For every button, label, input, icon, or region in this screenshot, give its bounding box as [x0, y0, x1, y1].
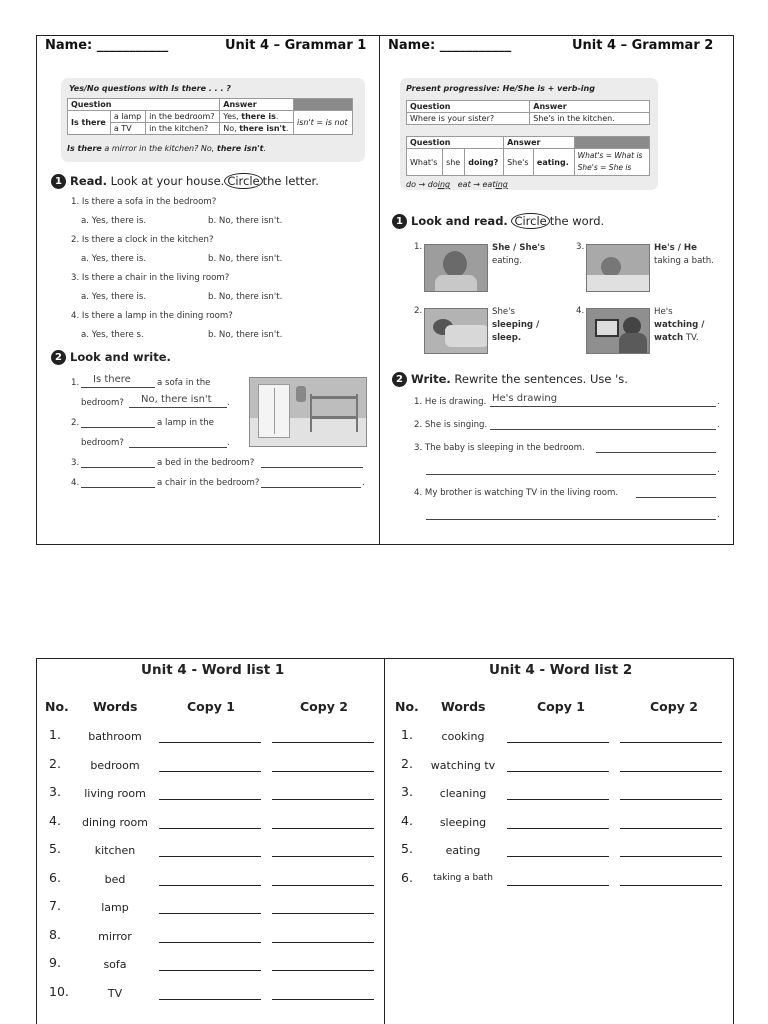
grammar1-box-title: Yes/No questions with Is there . . . ?	[69, 84, 231, 93]
grammar2-rewrite-3: 3. The baby is sleeping in the bedroom.	[414, 443, 585, 453]
grammar1-option-1b[interactable]: b. No, there isn't.	[208, 216, 283, 226]
grammar2-section1-heading: Look and read. Circle the word.	[411, 214, 605, 228]
grammar2-t2-c4: She's	[504, 149, 534, 176]
grammar2-title: Unit 4 – Grammar 2	[572, 38, 714, 53]
grammar1-write-1-text: a sofa in the	[157, 378, 211, 388]
grammar2-section2-number: 2	[392, 372, 407, 387]
wordlist1-row-8-copy1-line[interactable]	[159, 942, 261, 943]
grammar2-rewrite-2-blank[interactable]	[490, 429, 716, 430]
wordlist1-row-5-copy1-line[interactable]	[159, 856, 261, 857]
grammar2-t2-c1: What's	[407, 149, 443, 176]
grammar2-t2-col-answer: Answer	[504, 137, 575, 149]
grammar2-name-label: Name: ___________	[388, 38, 512, 53]
grammar1-panel	[37, 36, 379, 544]
grammar2-box-title: Present progressive: He/She is + verb-ing	[406, 84, 595, 93]
grammar2-picture-1-number: 1.	[414, 242, 423, 252]
wordlist1-row-9-word: sofa	[103, 958, 127, 971]
grammar2-rewrite-4-blank[interactable]	[636, 497, 716, 498]
wordlist1-row-7-word: lamp	[101, 901, 129, 914]
wordlist1-row-3-number: 3.	[49, 784, 61, 799]
grammar1-write-1-number: 1.	[71, 378, 80, 388]
wordlist1-row-4-word: dining room	[82, 815, 148, 829]
grammar1-option-4b[interactable]: b. No, there isn't.	[208, 330, 283, 340]
grammar1-question-2: 2. Is there a clock in the kitchen?	[71, 235, 214, 245]
grammar1-write-2-blank[interactable]	[81, 427, 155, 428]
wordlist1-row-4-number: 4.	[49, 812, 61, 828]
grammar2-t2-c2: she	[443, 149, 465, 176]
wordlist2-col-no: No.	[395, 699, 419, 714]
wordlist2-row-3-copy2-line[interactable]	[620, 799, 722, 800]
wordlist1-row-10-word: TV	[107, 986, 123, 1000]
grammar1-r2c1: a TV	[110, 123, 145, 135]
grammar1-option-1a[interactable]: a. Yes, there is.	[81, 216, 147, 226]
wordlist1-row-6-word: bed	[104, 872, 126, 886]
wordlist1-row-10-copy1-line[interactable]	[159, 999, 261, 1000]
wordlist1-row-9-copy2-line[interactable]	[272, 970, 374, 971]
wordlist2-col-copy1: Copy 1	[537, 699, 585, 714]
grammar1-r1c2: in the bedroom?	[146, 111, 220, 123]
wordlist1-row-7-copy1-line[interactable]	[159, 913, 261, 914]
wordlist2-row-4-copy2-line[interactable]	[620, 828, 722, 829]
grammar2-t2-c5: eating.	[533, 149, 574, 176]
wordlist1-col-no: No.	[45, 699, 69, 714]
wordlist1-title: Unit 4 - Word list 1	[141, 662, 285, 678]
grammar2-picture-3-option[interactable]: He's / He taking a bath.	[654, 243, 714, 266]
wordlist2-row-1-copy1-line[interactable]	[507, 742, 609, 743]
boy-watching-tv-photo	[586, 308, 650, 354]
grammar-worksheet	[36, 35, 734, 545]
grammar2-rewrite-4-blank2[interactable]	[426, 519, 716, 520]
grammar1-write-2-text2: bedroom?	[81, 438, 124, 448]
wordlist1-row-1-word: bathroom	[88, 730, 142, 743]
grammar1-question-3: 3. Is there a chair in the living room?	[71, 273, 230, 283]
wordlist1-row-2-copy1-line[interactable]	[159, 771, 261, 772]
grammar1-r1-answer: Yes, there is.	[220, 111, 294, 123]
grammar1-section1-number: 1	[51, 174, 66, 189]
grammar1-write-1-blank[interactable]	[81, 387, 155, 388]
wordlist2-col-copy2: Copy 2	[650, 699, 698, 714]
wordlist1-row-8-word: mirror	[98, 929, 132, 943]
grammar2-picture-4-option[interactable]: He's watching / watch TV.	[654, 307, 705, 343]
bedroom-picture	[249, 377, 367, 447]
grammar1-write-4-number: 4.	[71, 478, 80, 488]
grammar1-option-3b[interactable]: b. No, there isn't.	[208, 292, 283, 302]
wordlist1-row-6-number: 6.	[49, 869, 61, 885]
grammar2-t1-col-answer: Answer	[530, 101, 650, 113]
wordlist-worksheet	[36, 658, 734, 1024]
grammar2-table-1	[406, 100, 650, 125]
grammar2-rewrite-4-dot: .	[717, 510, 720, 520]
grammar1-option-2a[interactable]: a. Yes, there is.	[81, 254, 147, 264]
grammar1-example: Is there a mirror in the kitchen? No, there isn't.	[67, 144, 266, 153]
wordlist2-row-3-copy1-line[interactable]	[507, 799, 609, 800]
grammar1-r2c2: in the kitchen?	[146, 123, 220, 135]
wordlist2-row-6-copy2-line[interactable]	[620, 885, 722, 886]
grammar2-t2-note: What's = What is She's = She is	[574, 149, 649, 176]
grammar2-rewrite-3-blank2[interactable]	[426, 474, 716, 475]
wordlist1-row-8-number: 8.	[49, 926, 61, 942]
grammar1-section1-heading: Read. Look at your house. Circle the letter.	[70, 174, 319, 188]
wordlist2-row-6-word: taking a bath	[433, 872, 493, 883]
grammar1-write-1-dot: .	[227, 398, 230, 408]
wordlist2-row-2-word: watching tv	[430, 758, 496, 772]
wordlist2-row-2-number: 2.	[401, 755, 413, 771]
grammar1-write-2-number: 2.	[71, 418, 80, 428]
grammar1-option-3a[interactable]: a. Yes, there is.	[81, 292, 147, 302]
grammar2-spelling-rules: do → doing eat → eating	[406, 180, 508, 189]
grammar1-write-2-text: a lamp in the	[157, 418, 214, 428]
wordlist2-row-3-word: cleaning	[439, 787, 487, 800]
grammar2-t1-question: Where is your sister?	[407, 113, 530, 125]
grammar1-note: isn't = is not	[294, 111, 353, 135]
grammar2-panel	[380, 36, 735, 544]
grammar1-title: Unit 4 – Grammar 1	[225, 38, 367, 53]
wordlist2-row-5-copy1-line[interactable]	[507, 856, 609, 857]
wordlist2-row-1-copy2-line[interactable]	[620, 742, 722, 743]
grammar2-t1-col-question: Question	[407, 101, 530, 113]
grammar1-col-question: Question	[68, 99, 220, 111]
wordlist1-row-10-number: 10.	[49, 983, 69, 999]
grammar2-section2-heading: Write. Rewrite the sentences. Use 's.	[411, 372, 628, 386]
wordlist1-row-4-copy2-line[interactable]	[272, 828, 374, 829]
wordlist2-row-5-word: eating	[445, 844, 481, 857]
wordlist1-col-words: Words	[93, 699, 138, 714]
grammar1-write-4-blank[interactable]	[81, 487, 155, 488]
grammar1-write-4-dot: .	[362, 478, 365, 488]
grammar1-r2-answer: No, there isn't.	[220, 123, 294, 135]
grammar2-picture-1-option[interactable]: She / She's eating.	[492, 243, 546, 266]
grammar1-write-1-answer: Is there	[93, 374, 131, 385]
grammar1-question-1: 1. Is there a sofa in the bedroom?	[71, 197, 217, 207]
wordlist1-row-7-number: 7.	[49, 898, 61, 913]
grammar2-rewrite-1-answer: He's drawing	[492, 393, 558, 404]
baby-sleeping-photo	[424, 308, 488, 354]
grammar1-write-1-text2: bedroom?	[81, 398, 124, 408]
wordlist2-title: Unit 4 - Word list 2	[489, 662, 633, 678]
wordlist1-row-3-copy1-line[interactable]	[159, 799, 261, 800]
grammar2-t2-c3: doing?	[465, 149, 504, 176]
wordlist2-row-6-number: 6.	[401, 869, 413, 885]
grammar1-write-1-blank2[interactable]	[129, 407, 227, 408]
wordlist2-col-words: Words	[441, 699, 486, 714]
wordlist2-row-4-number: 4.	[401, 812, 413, 828]
grammar1-write-3-number: 3.	[71, 458, 80, 468]
grammar2-rewrite-2-dot: .	[717, 420, 720, 430]
grammar1-write-4-text: a chair in the bedroom?	[157, 478, 260, 488]
wordlist1-row-1-number: 1.	[49, 727, 61, 742]
wordlist1-row-6-copy1-line[interactable]	[159, 885, 261, 886]
grammar2-header-shade	[574, 137, 649, 149]
wordlist1-row-1-copy2-line[interactable]	[272, 742, 374, 743]
wordlist2-row-2-copy1-line[interactable]	[507, 771, 609, 772]
wordlist1-row-4-copy1-line[interactable]	[159, 828, 261, 829]
grammar2-rewrite-1: 1. He is drawing.	[414, 397, 487, 407]
wordlist1-row-5-word: kitchen	[94, 844, 136, 857]
grammar1-r1c1: a lamp	[110, 111, 145, 123]
wordlist1-row-8-copy2-line[interactable]	[272, 942, 374, 943]
grammar2-rewrite-4: 4. My brother is watching TV in the living room.	[414, 488, 619, 498]
grammar1-write-3-blank2[interactable]	[261, 467, 363, 468]
grammar2-rewrite-1-blank[interactable]	[490, 406, 716, 407]
grammar2-picture-2-number: 2.	[414, 306, 423, 316]
wordlist1-row-1-copy1-line[interactable]	[159, 742, 261, 743]
grammar2-rewrite-2: 2. She is singing.	[414, 420, 488, 430]
grammar2-picture-4-number: 4.	[576, 306, 585, 316]
grammar1-write-2-dot: .	[227, 438, 230, 448]
wordlist1-row-2-copy2-line[interactable]	[272, 771, 374, 772]
wordlist1-row-9-copy1-line[interactable]	[159, 970, 261, 971]
wordlist1-row-5-copy2-line[interactable]	[272, 856, 374, 857]
grammar1-section2-number: 2	[51, 350, 66, 365]
wordlist2-row-5-copy2-line[interactable]	[620, 856, 722, 857]
wordlist2-row-1-number: 1.	[401, 727, 413, 742]
grammar2-section1-number: 1	[392, 214, 407, 229]
wordlist1-col-copy2: Copy 2	[300, 699, 348, 714]
wordlist1-row-2-number: 2.	[49, 755, 61, 771]
grammar1-col-answer: Answer	[220, 99, 294, 111]
grammar1-name-label: Name: ___________	[45, 38, 169, 53]
wordlist2-row-5-number: 5.	[401, 841, 413, 856]
wordlist1-row-2-word: bedroom	[90, 758, 140, 772]
wordlist2-row-1-word: cooking	[441, 730, 485, 743]
wordlist1-row-3-word: living room	[84, 787, 146, 800]
wordlist1-row-9-number: 9.	[49, 955, 61, 970]
grammar1-option-4a[interactable]: a. Yes, there s.	[81, 330, 144, 340]
boy-bath-photo	[586, 244, 650, 292]
grammar1-write-2-blank2[interactable]	[129, 447, 227, 448]
grammar1-header-shade	[294, 99, 353, 111]
wordlist2-row-4-word: sleeping	[439, 815, 487, 829]
grammar2-picture-3-number: 3.	[576, 242, 585, 252]
grammar2-rewrite-3-blank[interactable]	[596, 452, 716, 453]
grammar1-question-4: 4. Is there a lamp in the dining room?	[71, 311, 233, 321]
grammar2-rewrite-1-dot: .	[717, 397, 720, 407]
grammar1-section2-heading: Look and write.	[70, 350, 171, 364]
grammar1-write-4-blank2[interactable]	[261, 487, 361, 488]
wordlist2-row-6-copy1-line[interactable]	[507, 885, 609, 886]
wordlist1-row-6-copy2-line[interactable]	[272, 885, 374, 886]
wordlist1-col-copy1: Copy 1	[187, 699, 235, 714]
grammar2-table-2	[406, 136, 650, 176]
wordlist1-row-3-copy2-line[interactable]	[272, 799, 374, 800]
grammar1-write-3-text: a bed in the bedroom?	[157, 458, 255, 468]
grammar2-picture-2-option[interactable]: She's sleeping / sleep.	[492, 307, 540, 343]
wordlist2-row-3-number: 3.	[401, 784, 413, 799]
wordlist1-row-10-copy2-line[interactable]	[272, 999, 374, 1000]
wordlist2-panel	[385, 659, 735, 1024]
grammar2-t2-col-question: Question	[407, 137, 504, 149]
wordlist1-panel	[37, 659, 384, 1024]
grammar1-write-3-blank[interactable]	[81, 467, 155, 468]
wordlist1-row-7-copy2-line[interactable]	[272, 913, 374, 914]
grammar1-write-1-answer2: No, there isn't	[141, 394, 212, 405]
grammar1-rule-table	[67, 98, 353, 135]
grammar1-option-2b[interactable]: b. No, there isn't.	[208, 254, 283, 264]
grammar2-rewrite-3-dot: .	[717, 465, 720, 475]
grammar2-t1-answer: She's in the kitchen.	[530, 113, 650, 125]
wordlist2-row-4-copy1-line[interactable]	[507, 828, 609, 829]
wordlist2-row-2-copy2-line[interactable]	[620, 771, 722, 772]
grammar1-is-there: Is there	[68, 111, 111, 135]
girl-eating-photo	[424, 244, 488, 292]
wordlist1-row-5-number: 5.	[49, 841, 61, 856]
